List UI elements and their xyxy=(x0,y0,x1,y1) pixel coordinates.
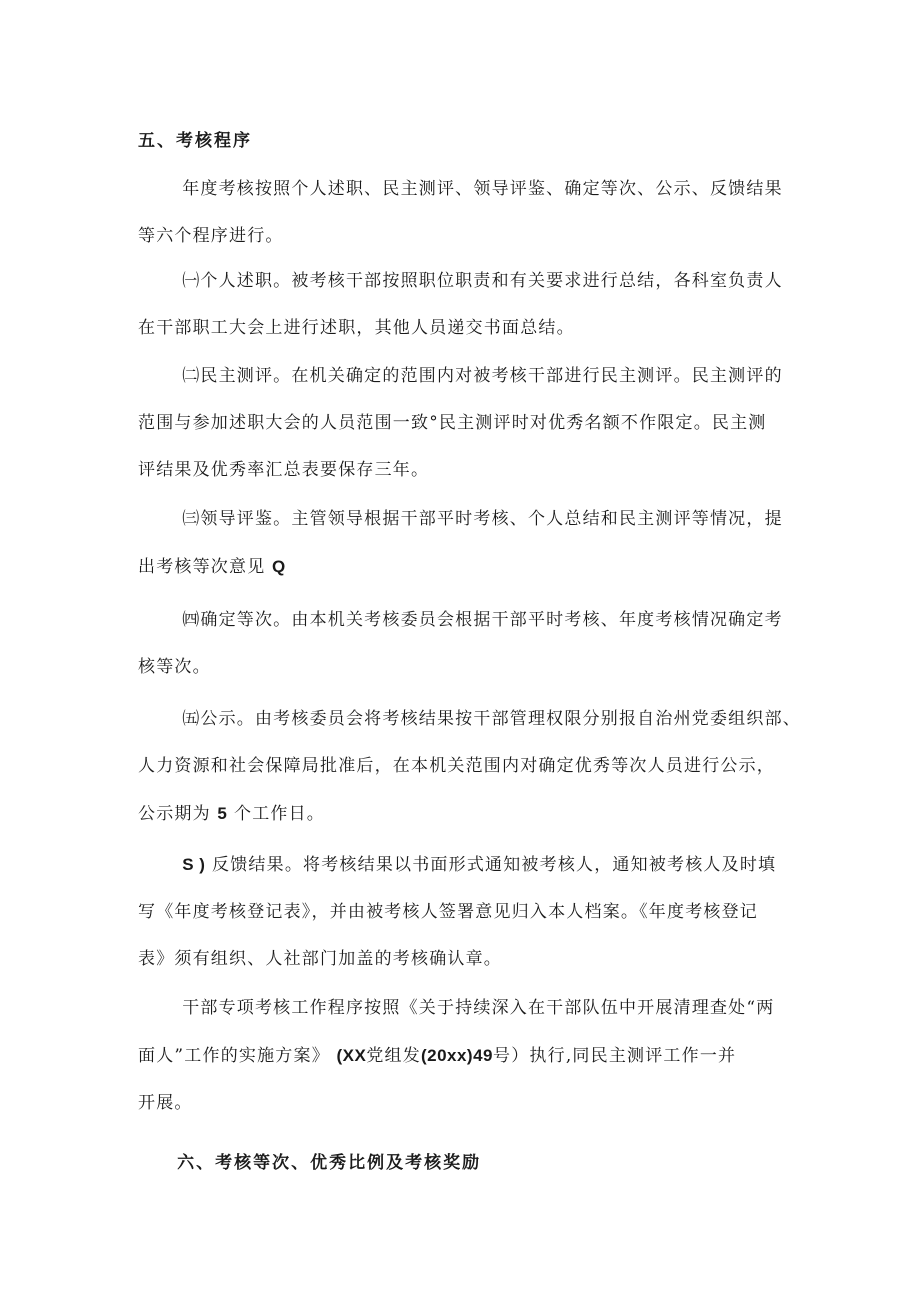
paragraph-line: ㈠个人述职。被考核干部按照职位职责和有关要求进行总结，各科室负责人 xyxy=(182,271,783,291)
bold-text: 5 xyxy=(217,804,228,823)
paragraph-line: 人力资源和社会保障局批准后，在本机关范围内对确定优秀等次人员进行公示， xyxy=(138,756,775,776)
paragraph-intro xyxy=(138,166,788,260)
paragraph-line: 核等次。 xyxy=(138,657,211,677)
paragraph-line: 等六个程序进行。 xyxy=(138,226,284,246)
paragraph-line: 表》须有组织、人社部门加盖的考核确认章。 xyxy=(138,949,502,969)
paragraph-line xyxy=(138,790,788,838)
paragraph-line: 干部专项考核工作程序按照《关于持续深入在干部队伍中开展清理查处“两 xyxy=(182,998,775,1018)
paragraph-step-6 xyxy=(138,841,788,983)
bold-text: (20xx)49 xyxy=(420,1046,494,1065)
bold-text: Q xyxy=(272,557,286,576)
paragraph-text: 党组发 xyxy=(366,1046,421,1066)
paragraph-special-assessment xyxy=(138,985,788,1127)
paragraph-step-3 xyxy=(138,496,788,591)
paragraph-line: ㈢领导评鉴。主管领导根据干部平时考核、个人总结和民主测评等情况，提 xyxy=(182,509,783,529)
paragraph-step-4 xyxy=(138,597,788,691)
paragraph-text: 出考核等次意见 xyxy=(138,557,266,577)
paragraph-line: 写《年度考核登记表》，并由被考核人签署意见归入本人档案。《年度考核登记 xyxy=(138,902,758,922)
paragraph-text: 面人”工作的实施方案》 xyxy=(138,1046,330,1066)
paragraph-step-1 xyxy=(138,258,788,352)
heading-text: 五、考核程序 xyxy=(138,131,252,151)
paragraph-line: ㈡民主测评。在机关确定的范围内对被考核干部进行民主测评。民主测评的 xyxy=(182,366,783,386)
paragraph-line: 年度考核按照个人述职、民主测评、领导评鉴、确定等次、公示、反馈结果 xyxy=(182,179,783,199)
paragraph-text: 反馈结果。将考核结果以书面形式通知被考核人，通知被考核人及时填 xyxy=(212,855,777,875)
paragraph-text: 号）执行,同民主测评工作一并 xyxy=(493,1046,737,1066)
paragraph-line: 范围与参加述职大会的人员范围一致°民主测评时对优秀名额不作限定。民主测 xyxy=(138,413,767,433)
section-heading-6 xyxy=(138,1140,788,1187)
bold-text: (XX xyxy=(336,1046,367,1065)
paragraph-step-2 xyxy=(138,353,788,494)
paragraph-line xyxy=(138,543,788,591)
section-heading-5 xyxy=(138,118,788,165)
paragraph-step-5 xyxy=(138,696,801,838)
paragraph-text: 公示期为 xyxy=(138,804,211,824)
paragraph-text: 个工作日。 xyxy=(234,804,325,824)
paragraph-line: ㈤公示。由考核委员会将考核结果按干部管理权限分别报自治州党委组织部、 xyxy=(182,709,801,729)
paragraph-line xyxy=(138,1032,788,1080)
paragraph-line: 评结果及优秀率汇总表要保存三年。 xyxy=(138,460,430,480)
paragraph-line: 在干部职工大会上进行述职，其他人员递交书面总结。 xyxy=(138,318,575,338)
bold-text: S ) xyxy=(182,855,206,874)
heading-text: 六、考核等次、优秀比例及考核奖励 xyxy=(177,1153,482,1173)
paragraph-line: ㈣确定等次。由本机关考核委员会根据干部平时考核、年度考核情况确定考 xyxy=(182,610,783,630)
paragraph-line xyxy=(138,841,788,889)
paragraph-line: 开展。 xyxy=(138,1093,193,1113)
